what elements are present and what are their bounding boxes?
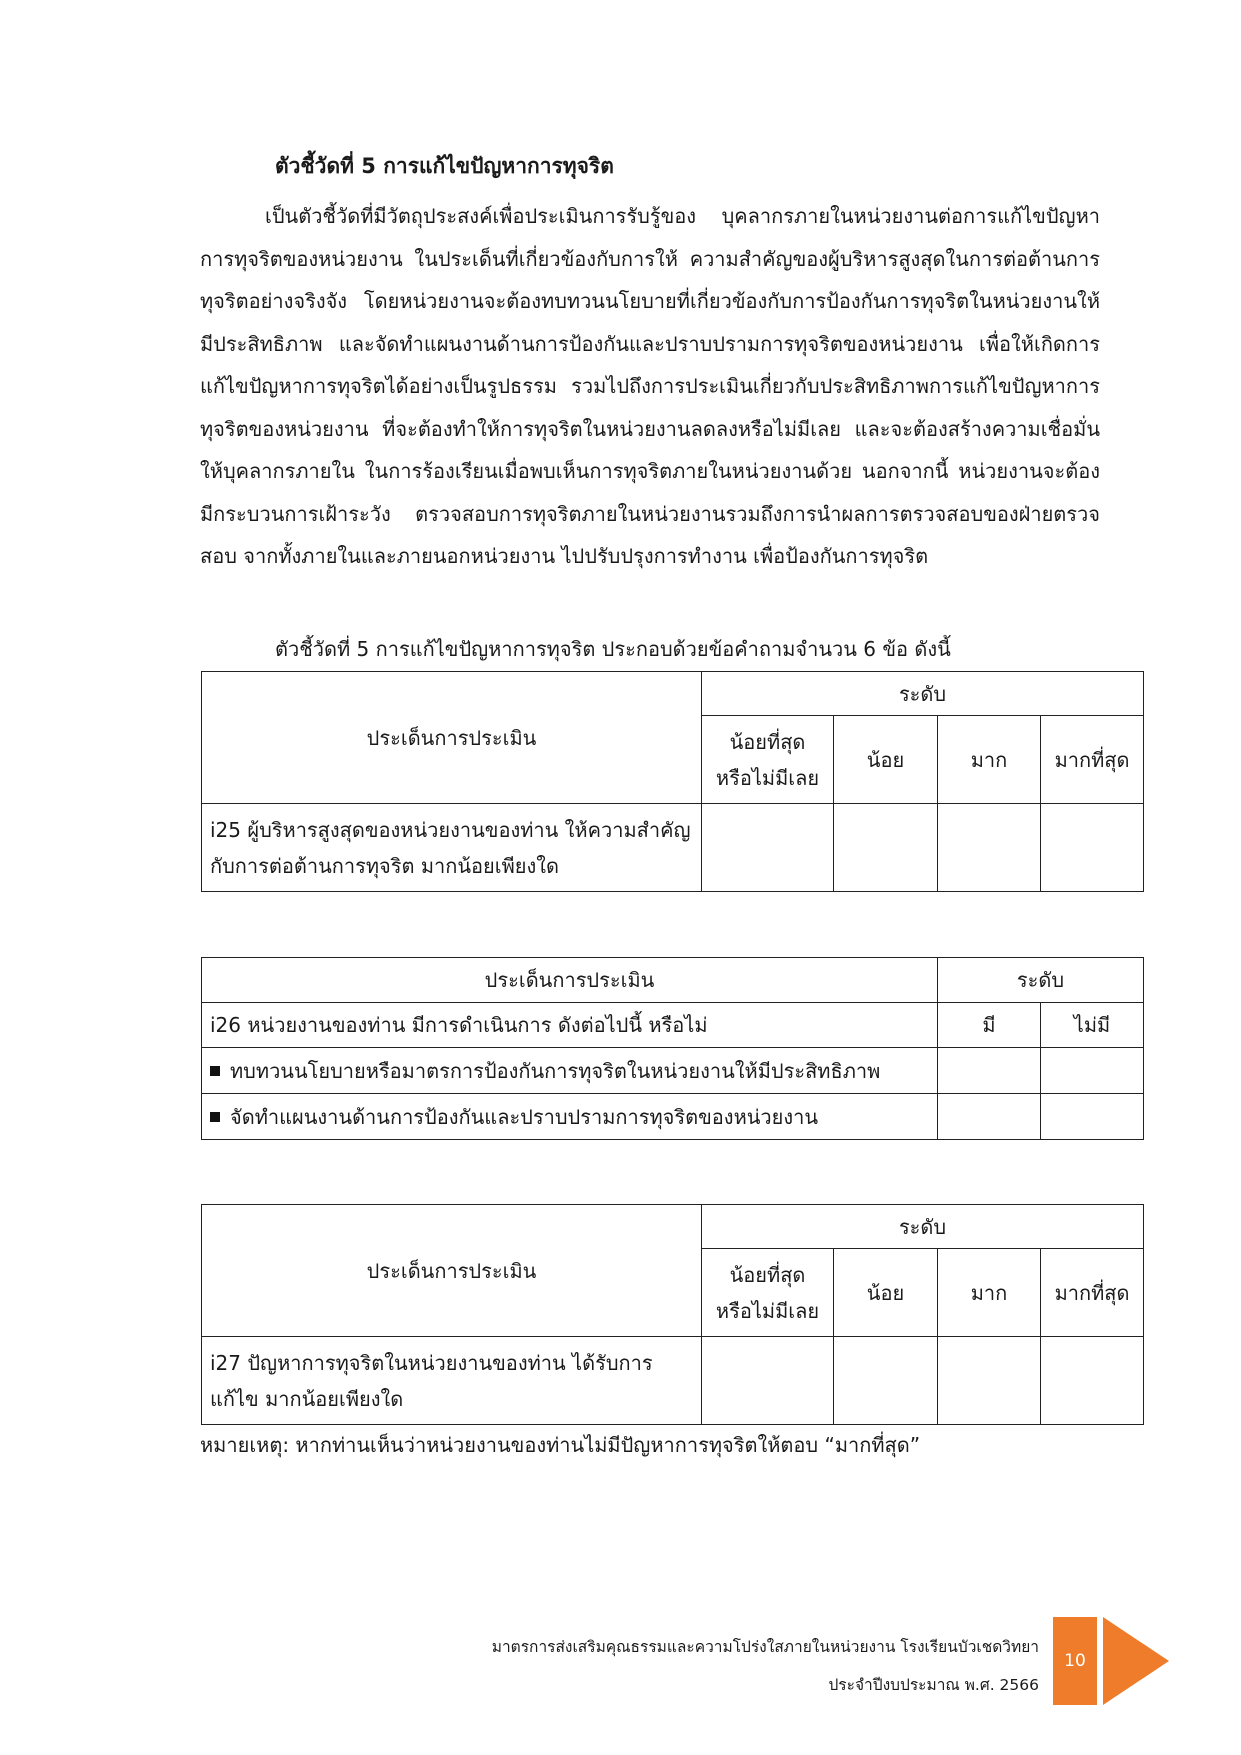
intro-line: ตัวชี้วัดที่ 5 การแก้ไขปัญหาการทุจริต ประกอบด้วยข้อคำถามจำนวน 6 ข้อ ดังนี้ bbox=[275, 637, 951, 661]
answer-cell[interactable] bbox=[938, 804, 1041, 892]
answer-cell[interactable] bbox=[834, 804, 938, 892]
col-issue-header: ประเด็นการประเมิน bbox=[202, 672, 702, 804]
question-i26: i26 หน่วยงานของท่าน มีการดำเนินการ ดังต่อไปนี้ หรือไม่ bbox=[202, 1003, 938, 1048]
level-low: น้อย bbox=[834, 1249, 938, 1337]
arrow-right-icon bbox=[1103, 1617, 1169, 1705]
option-yes: มี bbox=[938, 1003, 1041, 1048]
answer-cell[interactable] bbox=[1041, 1048, 1144, 1094]
paragraph-text: เป็นตัวชี้วัดที่มีวัตถุประสงค์เพื่อประเมินการรับรู้ของ บุคลากรภายในหน่วยงานต่อการแก้ไขปัญหาการทุจริตของหน่วยงาน ในประเด็นที่เกี่ยวข้องกับการให้ ความสำคัญของผู้บริหารสูงสุดในการต่อต้านการทุจริตอย่างจริงจัง โดยหน่วยงานจะต้องทบทวนนโยบายที่เกี่ยวข้องกับการป้องกันการทุจริตในหน่วยงานให้มีประสิทธิภาพ และจัดทำแผนงานด้านการป้องกันและปราบปรามการทุจริตของหน่วยงาน เพื่อให้เกิดการแก้ไขปัญหาการทุจริตได้อย่างเป็นรูปธรรม รวมไปถึงการประเมินเกี่ยวกับประสิทธิภาพการแก้ไขปัญหาการทุจริตของหน่วยงาน ที่จะต้องทำให้การทุจริตในหน่วยงานลดลงหรือไม่มีเลย และจะต้องสร้างความเชื่อมั่นให้บุคลากรภายใน ในการร้องเรียนเมื่อพบเห็นการทุจริตภายในหน่วยงานด้วย นอกจากนี้ หน่วยงานจะต้องมีกระบวนการเฝ้าระวัง ตรวจสอบการทุจริตภายในหน่วยงานรวมถึงการนำผลการตรวจสอบของฝ่ายตรวจสอบ จากทั้งภายในและภายนอกหน่วยงาน ไปปรับปรุงการทำงาน เพื่อป้องกันการทุจริต bbox=[200, 204, 1100, 568]
list-item: ทบทวนนโยบายหรือมาตรการป้องกันการทุจริตในหน่วยงานให้มีประสิทธิภาพ bbox=[202, 1048, 938, 1094]
bullet-icon bbox=[210, 1066, 220, 1076]
answer-cell[interactable] bbox=[1041, 1094, 1144, 1140]
answer-cell[interactable] bbox=[938, 1094, 1041, 1140]
list-item: จัดทำแผนงานด้านการป้องกันและปราบปรามการทุจริตของหน่วยงาน bbox=[202, 1094, 938, 1140]
body-paragraph bbox=[200, 195, 1100, 578]
page-number: 10 bbox=[1053, 1617, 1097, 1705]
level-highest: มากที่สุด bbox=[1041, 1249, 1144, 1337]
assessment-table-i27 bbox=[201, 1204, 1144, 1425]
col-level-header: ระดับ bbox=[702, 1205, 1144, 1249]
level-low: น้อย bbox=[834, 716, 938, 804]
assessment-table-i25 bbox=[201, 671, 1144, 892]
col-issue-header: ประเด็นการประเมิน bbox=[202, 958, 938, 1003]
col-level-header: ระดับ bbox=[938, 958, 1144, 1003]
option-no: ไม่มี bbox=[1041, 1003, 1144, 1048]
assessment-table-i26 bbox=[201, 957, 1144, 1140]
level-least: น้อยที่สุด หรือไม่มีเลย bbox=[702, 716, 834, 804]
answer-cell[interactable] bbox=[938, 1337, 1041, 1425]
answer-cell[interactable] bbox=[938, 1048, 1041, 1094]
answer-cell[interactable] bbox=[1041, 1337, 1144, 1425]
level-least: น้อยที่สุด หรือไม่มีเลย bbox=[702, 1249, 834, 1337]
level-highest: มากที่สุด bbox=[1041, 716, 1144, 804]
question-i25: i25 ผู้บริหารสูงสุดของหน่วยงานของท่าน ให้ความสำคัญกับการต่อต้านการทุจริต มากน้อยเพียงใด bbox=[202, 804, 702, 892]
answer-cell[interactable] bbox=[834, 1337, 938, 1425]
bullet-icon bbox=[210, 1112, 220, 1122]
page-footer bbox=[492, 1628, 1039, 1704]
answer-cell[interactable] bbox=[1041, 804, 1144, 892]
section-heading: ตัวชี้วัดที่ 5 การแก้ไขปัญหาการทุจริต bbox=[275, 154, 614, 178]
footnote: หมายเหตุ: หากท่านเห็นว่าหน่วยงานของท่านไม่มีปัญหาการทุจริตให้ตอบ “มากที่สุด” bbox=[200, 1433, 921, 1457]
level-high: มาก bbox=[938, 1249, 1041, 1337]
col-issue-header: ประเด็นการประเมิน bbox=[202, 1205, 702, 1337]
answer-cell[interactable] bbox=[702, 804, 834, 892]
footer-line-2: ประจำปีงบประมาณ พ.ศ. 2566 bbox=[828, 1676, 1039, 1694]
question-i27: i27 ปัญหาการทุจริตในหน่วยงานของท่าน ได้รับการแก้ไข มากน้อยเพียงใด bbox=[202, 1337, 702, 1425]
col-level-header: ระดับ bbox=[702, 672, 1144, 716]
footer-line-1: มาตรการส่งเสริมคุณธรรมและความโปร่งใสภายในหน่วยงาน โรงเรียนบัวเชดวิทยา bbox=[491, 1638, 1039, 1656]
level-high: มาก bbox=[938, 716, 1041, 804]
answer-cell[interactable] bbox=[702, 1337, 834, 1425]
